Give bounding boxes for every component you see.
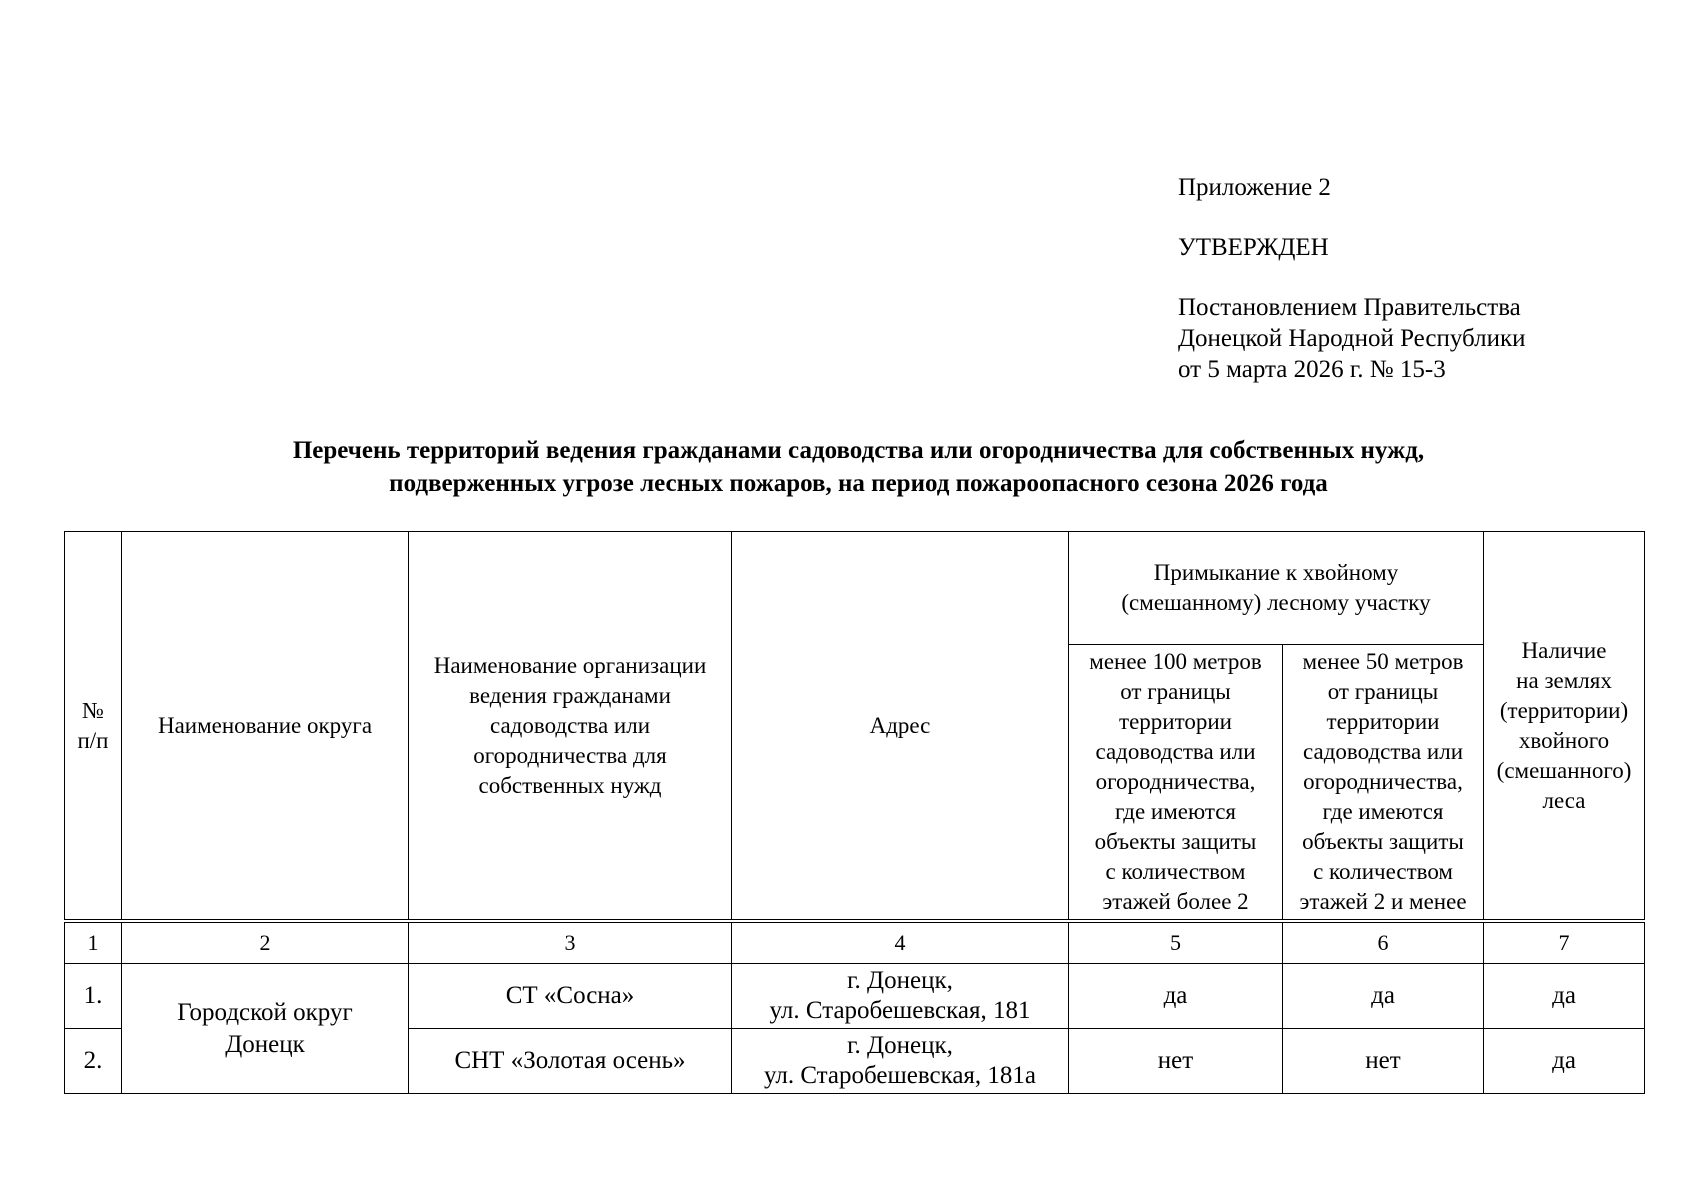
title-line: подверженных угрозе лесных пожаров, на период пожароопасного сезона 2026 года [389, 470, 1328, 497]
header-forest-presence: Наличие на землях (территории) хвойного (смешанного) леса [1484, 532, 1645, 922]
header-address: Адрес [732, 532, 1069, 922]
district-cell: Городской округ Донецк [122, 964, 409, 1094]
organization-cell: СТ «Сосна» [409, 964, 732, 1029]
row-number: 2. [65, 1029, 122, 1094]
column-number: 2 [122, 921, 409, 964]
organization-cell: СНТ «Золотая осень» [409, 1029, 732, 1094]
decree-line: Постановлением Правительства [1178, 294, 1521, 321]
decree-line: от 5 марта 2026 г. № 15-3 [1178, 356, 1446, 383]
forest-presence-cell: да [1484, 964, 1645, 1029]
forest-presence-cell: да [1484, 1029, 1645, 1094]
address-cell: г. Донецк, ул. Старобешевская, 181 [732, 964, 1069, 1029]
column-number: 1 [65, 921, 122, 964]
header-row [65, 532, 1645, 645]
less-100m-cell: да [1069, 964, 1283, 1029]
column-number: 4 [732, 921, 1069, 964]
less-50m-cell: нет [1283, 1029, 1484, 1094]
document-title [60, 434, 1657, 500]
header-organization: Наименование организации ведения гражданами садоводства или огородничества для собственных нужд [409, 532, 732, 922]
decree-line: Донецкой Народной Республики [1178, 325, 1526, 352]
table-row [65, 964, 1645, 1029]
header-less-50m: менее 50 метров от границы территории садоводства или огородничества, где имеются объекты защиты с количеством этажей 2 и менее [1283, 645, 1484, 922]
column-number-row [65, 921, 1645, 964]
header-num: № п/п [65, 532, 122, 922]
less-50m-cell: да [1283, 964, 1484, 1029]
column-number: 5 [1069, 921, 1283, 964]
territories-table [64, 531, 1645, 1094]
address-cell: г. Донецк, ул. Старобешевская, 181а [732, 1029, 1069, 1094]
column-number: 6 [1283, 921, 1484, 964]
column-number: 3 [409, 921, 732, 964]
appendix-label: Приложение 2 [1178, 174, 1331, 201]
header-adjacency-group: Примыкание к хвойному (смешанному) лесному участку [1069, 532, 1484, 645]
approved-label: УТВЕРЖДЕН [1178, 234, 1329, 261]
title-line: Перечень территорий ведения гражданами садоводства или огородничества для собственных нужд, [292, 437, 1425, 464]
row-number: 1. [65, 964, 122, 1029]
less-100m-cell: нет [1069, 1029, 1283, 1094]
approval-block [1178, 172, 1638, 385]
header-district: Наименование округа [122, 532, 409, 922]
column-number: 7 [1484, 921, 1645, 964]
header-less-100m: менее 100 метров от границы территории садоводства или огородничества, где имеются объекты защиты с количеством этажей более 2 [1069, 645, 1283, 922]
